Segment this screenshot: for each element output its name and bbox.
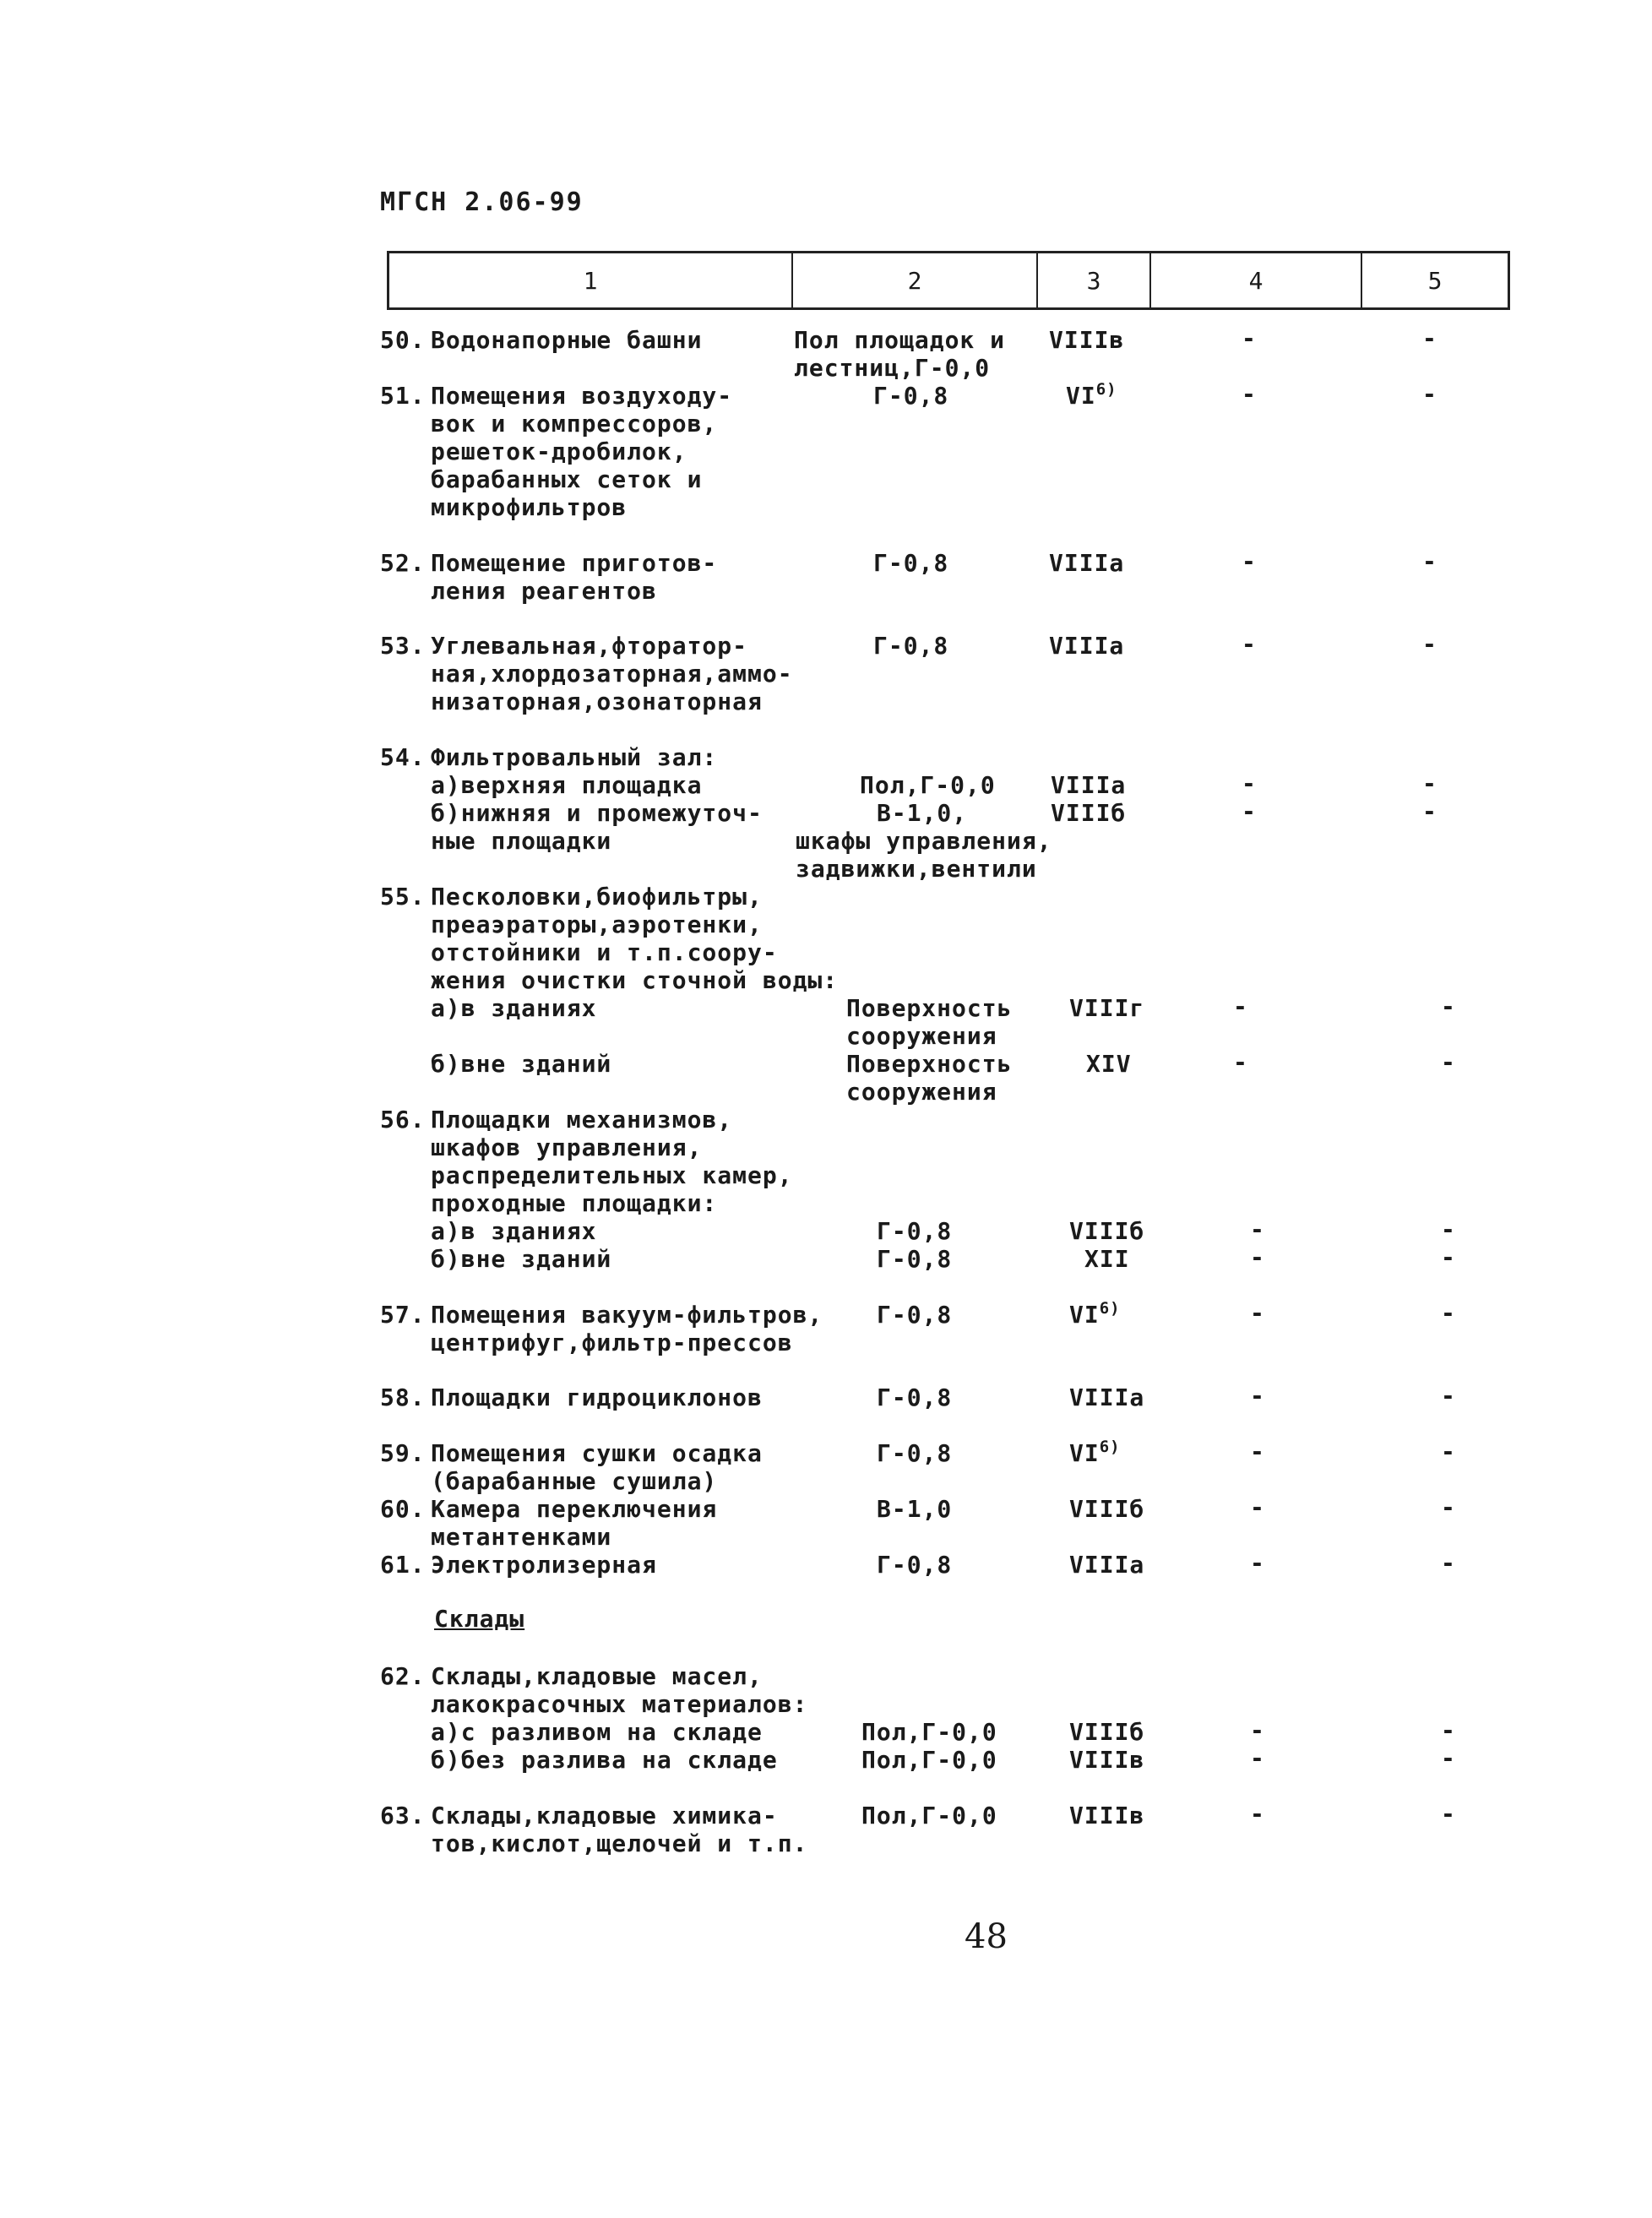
row-55-sub-a-col2-line2: сооружения <box>846 1022 997 1050</box>
row-54-sub-b-label: б)нижняя и промежуточ- <box>431 799 763 827</box>
row-51-col4: - <box>1242 380 1257 408</box>
row-53-col4: - <box>1242 630 1257 658</box>
row-56-name-line3: распределительных камер, <box>431 1161 793 1189</box>
table-header <box>387 251 1510 310</box>
row-55-name-line1: Песколовки,биофильтры, <box>431 883 763 911</box>
row-59-number: 59. <box>380 1439 426 1467</box>
row-53-number: 53. <box>380 632 426 660</box>
row-60-number: 60. <box>380 1495 426 1523</box>
column-header-4: 4 <box>1151 253 1362 307</box>
row-52-number: 52. <box>380 549 426 577</box>
row-54-sub-b-col3: VIIIб <box>1051 799 1127 827</box>
row-51-col3: VI$^{6)}$ <box>1066 380 1117 410</box>
row-55-sub-b-col3: XIV <box>1086 1050 1132 1078</box>
row-61-name: Электролизерная <box>431 1551 657 1579</box>
row-60-col3: VIIIб <box>1069 1495 1145 1523</box>
row-55-sub-b-col5: - <box>1441 1048 1456 1076</box>
row-62-sub-a-col4: - <box>1250 1716 1265 1744</box>
row-54-sub-a-col5: - <box>1422 769 1437 797</box>
row-57-col5: - <box>1441 1299 1456 1327</box>
row-61-col3: VIIIа <box>1069 1551 1145 1579</box>
column-header-2: 2 <box>793 253 1038 307</box>
row-56-sub-a-col2: Г-0,8 <box>877 1217 953 1245</box>
row-62-sub-a-col5: - <box>1441 1716 1456 1744</box>
row-54-col2-extra-2: задвижки,вентили <box>796 855 1037 883</box>
row-56-sub-b-col2: Г-0,8 <box>877 1245 953 1273</box>
row-58-col2: Г-0,8 <box>877 1384 953 1411</box>
row-55-name-line3: отстойники и т.п.соору- <box>431 938 778 966</box>
row-56-sub-a-label: а)в зданиях <box>431 1217 597 1245</box>
column-header-5: 5 <box>1427 266 1443 295</box>
row-61-col5: - <box>1441 1549 1456 1577</box>
row-63-col3: VIIIв <box>1069 1802 1145 1829</box>
row-59-col5: - <box>1441 1438 1456 1465</box>
row-62-sub-b-label: б)без разлива на складе <box>431 1746 778 1774</box>
row-56-name-line1: Площадки механизмов, <box>431 1106 733 1133</box>
row-55-sub-a-label: а)в зданиях <box>431 994 597 1022</box>
row-62-sub-b-col2: Пол,Г-0,0 <box>861 1746 997 1774</box>
row-60-col4: - <box>1250 1493 1265 1521</box>
row-55-number: 55. <box>380 883 426 911</box>
row-57-number: 57. <box>380 1301 426 1329</box>
row-53-name-line2: ная,хлордозаторная,аммо- <box>431 660 793 688</box>
row-52-col4: - <box>1242 547 1257 575</box>
row-50-col5: - <box>1422 324 1437 352</box>
row-63-number: 63. <box>380 1802 426 1829</box>
page-number: 48 <box>965 1917 1008 1956</box>
row-50-col2-line2: лестниц,Г-0,0 <box>794 354 991 382</box>
row-58-col5: - <box>1441 1382 1456 1410</box>
row-54-sub-b-col4: - <box>1242 797 1257 825</box>
row-59-name-line2: (барабанные сушила) <box>431 1467 718 1495</box>
row-54-col2-extra-1: шкафы управления, <box>796 827 1052 855</box>
row-51-number: 51. <box>380 382 426 410</box>
row-51-col2: Г-0,8 <box>873 382 949 410</box>
row-53-name-line1: Углевальная,фторатор- <box>431 632 748 660</box>
section-heading-sklady: Склады <box>434 1605 525 1633</box>
column-header-1: 1 <box>389 253 793 307</box>
row-54-number: 54. <box>380 743 426 771</box>
row-58-name: Площадки гидроциклонов <box>431 1384 763 1411</box>
row-53-col2: Г-0,8 <box>873 632 949 660</box>
row-63-name-line1: Склады,кладовые химика- <box>431 1802 778 1829</box>
row-51-name-line5: микрофильтров <box>431 493 628 521</box>
row-55-sub-b-label: б)вне зданий <box>431 1050 612 1078</box>
row-61-col4: - <box>1250 1549 1265 1577</box>
row-56-sub-b-label: б)вне зданий <box>431 1245 612 1273</box>
row-51-name-line4: барабанных сеток и <box>431 465 703 493</box>
row-50-number: 50. <box>380 326 426 354</box>
row-62-sub-b-col5: - <box>1441 1744 1456 1772</box>
row-60-col5: - <box>1441 1493 1456 1521</box>
row-52-name-line1: Помещение приготов- <box>431 549 718 577</box>
row-54-sub-b-col5: - <box>1422 797 1437 825</box>
row-54-sub-a-col3: VIIIа <box>1051 771 1127 799</box>
row-63-col4: - <box>1250 1800 1265 1828</box>
row-58-number: 58. <box>380 1384 426 1411</box>
row-54-sub-a-col2: Пол,Г-0,0 <box>860 771 996 799</box>
row-55-sub-a-col2-line1: Поверхность <box>846 994 1013 1022</box>
row-55-sub-b-col2-line2: сооружения <box>846 1078 997 1106</box>
row-62-sub-b-col3: VIIIв <box>1069 1746 1145 1774</box>
document-code: МГСН 2.06-99 <box>380 188 584 217</box>
row-56-name-line2: шкафов управления, <box>431 1133 703 1161</box>
row-55-sub-a-col4: - <box>1233 992 1248 1020</box>
row-54-sub-a-label: а)верхняя площадка <box>431 771 703 799</box>
row-50-col4: - <box>1242 324 1257 352</box>
row-56-sub-a-col3: VIIIб <box>1069 1217 1145 1245</box>
row-62-name-line1: Склады,кладовые масел, <box>431 1662 763 1690</box>
row-53-col5: - <box>1422 630 1437 658</box>
row-56-sub-a-col5: - <box>1441 1215 1456 1243</box>
row-62-name-line2: лакокрасочных материалов: <box>431 1690 808 1718</box>
row-51-name-line3: решеток-дробилок, <box>431 438 687 465</box>
row-58-col3: VIIIа <box>1069 1384 1145 1411</box>
row-63-col2: Пол,Г-0,0 <box>861 1802 997 1829</box>
row-54-cont: ные площадки <box>431 827 612 855</box>
row-52-col5: - <box>1422 547 1437 575</box>
row-53-col3: VIIIа <box>1049 632 1125 660</box>
row-50-col2-line1: Пол площадок и <box>794 326 1006 354</box>
row-60-name-line2: метантенками <box>431 1523 612 1551</box>
row-62-sub-b-col4: - <box>1250 1744 1265 1772</box>
row-52-col3: VIIIа <box>1049 549 1125 577</box>
row-63-col5: - <box>1441 1800 1456 1828</box>
row-59-col2: Г-0,8 <box>877 1439 953 1467</box>
row-55-sub-a-col5: - <box>1441 992 1456 1020</box>
row-57-col4: - <box>1250 1299 1265 1327</box>
row-60-col2: В-1,0 <box>877 1495 953 1523</box>
row-62-number: 62. <box>380 1662 426 1690</box>
row-51-col5: - <box>1422 380 1437 408</box>
row-52-name-line2: ления реагентов <box>431 577 657 605</box>
row-56-number: 56. <box>380 1106 426 1133</box>
row-55-sub-b-col4: - <box>1233 1048 1248 1076</box>
row-50-name: Водонапорные башни <box>431 326 703 354</box>
row-57-name-line2: центрифуг,фильтр-прессов <box>431 1329 793 1356</box>
column-header-3: 3 <box>1038 253 1151 307</box>
row-51-name-line2: вок и компрессоров, <box>431 410 718 438</box>
row-54-sub-b-col2: В-1,0, <box>877 799 968 827</box>
row-56-sub-b-col3: XII <box>1084 1245 1130 1273</box>
row-57-col3: VI$^{6)}$ <box>1069 1299 1121 1329</box>
row-56-sub-a-col4: - <box>1250 1215 1265 1243</box>
row-62-sub-a-col3: VIIIб <box>1069 1718 1145 1746</box>
row-62-sub-a-label: а)с разливом на складе <box>431 1718 763 1746</box>
row-61-col2: Г-0,8 <box>877 1551 953 1579</box>
row-51-name-line1: Помещения воздуходу- <box>431 382 733 410</box>
row-56-sub-b-col4: - <box>1250 1243 1265 1271</box>
row-54-sub-a-col4: - <box>1242 769 1257 797</box>
row-55-sub-b-col2-line1: Поверхность <box>846 1050 1013 1078</box>
row-55-sub-a-col3: VIIIг <box>1069 994 1145 1022</box>
row-54-name: Фильтровальный зал: <box>431 743 718 771</box>
row-59-col4: - <box>1250 1438 1265 1465</box>
row-52-col2: Г-0,8 <box>873 549 949 577</box>
row-55-name-line2: преаэраторы,аэротенки, <box>431 911 763 938</box>
row-56-name-line4: проходные площадки: <box>431 1189 718 1217</box>
row-63-name-line2: тов,кислот,щелочей и т.п. <box>431 1829 808 1857</box>
row-61-number: 61. <box>380 1551 426 1579</box>
row-56-sub-b-col5: - <box>1441 1243 1456 1271</box>
row-59-name-line1: Помещения сушки осадка <box>431 1439 763 1467</box>
row-59-col3: VI$^{6)}$ <box>1069 1438 1121 1467</box>
row-60-name-line1: Камера переключения <box>431 1495 718 1523</box>
row-57-name-line1: Помещения вакуум-фильтров, <box>431 1301 823 1329</box>
row-57-col2: Г-0,8 <box>877 1301 953 1329</box>
row-62-sub-a-col2: Пол,Г-0,0 <box>861 1718 997 1746</box>
row-55-name-line4: жения очистки сточной воды: <box>431 966 839 994</box>
row-50-col3: VIIIв <box>1049 326 1125 354</box>
row-58-col4: - <box>1250 1382 1265 1410</box>
row-53-name-line3: низаторная,озонаторная <box>431 688 763 715</box>
